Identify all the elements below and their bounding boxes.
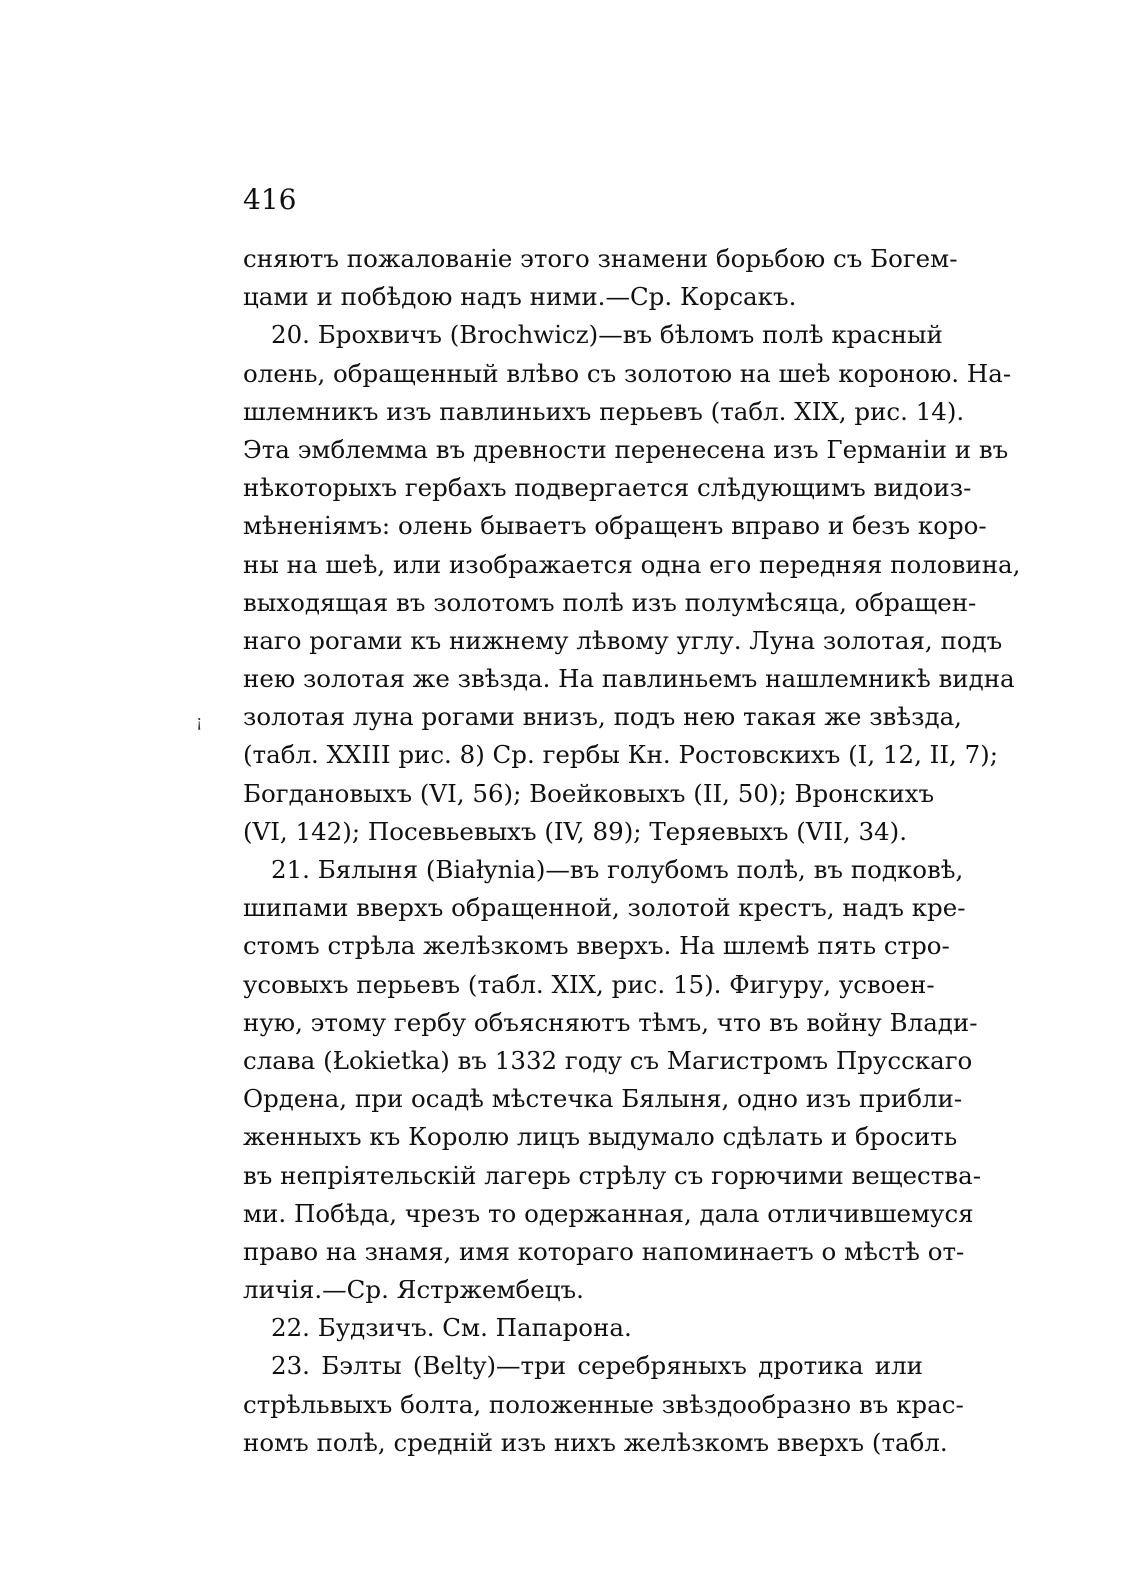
text-line: ны на шеѣ, или изображается одна его передняя половина, xyxy=(243,549,1021,579)
text-line: золотая луна рогами внизъ, подъ нею такая же звѣзда, xyxy=(243,702,962,732)
text-line: нею золотая же звѣзда. На павлиньемъ нашлемникѣ видна xyxy=(243,664,1015,694)
text-line: мѣненіямъ: олень бываетъ обращенъ вправо и безъ коро- xyxy=(243,511,987,541)
text-line: олень, обращенный влѣво съ золотою на шеѣ короною. На- xyxy=(243,358,1012,388)
text-line: ную, этому гербу объясняютъ тѣмъ, что въ войну Влади- xyxy=(243,1007,978,1037)
text-line: (VI, 142); Посевьевыхъ (IV, 89); Теряевыхъ (VII, 34). xyxy=(243,816,907,846)
text-block xyxy=(243,240,1021,1462)
text-line: номъ полѣ, средній изъ нихъ желѣзкомъ вверхъ (табл. xyxy=(243,1427,948,1457)
text-line: стомъ стрѣла желѣзкомъ вверхъ. На шлемѣ пять стро- xyxy=(243,931,950,961)
text-line: Ордена, при осадѣ мѣстечка Бялыня, одно изъ прибли- xyxy=(243,1084,963,1114)
text-line: 23. Бэлты (Belty)—три серебряныхъ дротика или xyxy=(271,1351,923,1381)
text-line: 22. Будзичъ. См. Папарона. xyxy=(271,1313,632,1343)
text-line: 21. Бялыня (Białynia)—въ голубомъ полѣ, въ подковѣ, xyxy=(271,855,964,884)
page-number: 416 xyxy=(243,183,297,216)
text-line: личія.—Ср. Ястржембецъ. xyxy=(243,1275,584,1305)
text-line: женныхъ къ Королю лицъ выдумало сдѣлать и бросить xyxy=(243,1122,958,1152)
text-line: слава (Łokietka) въ 1332 году съ Магистромъ Прусскаго xyxy=(243,1045,973,1075)
text-line: ми. Побѣда, чрезъ то одержанная, дала отличившемуся xyxy=(243,1198,974,1228)
text-line: наго рогами къ нижнему лѣвому углу. Луна золотая, подъ xyxy=(243,625,1003,655)
text-line: шипами вверхъ обращенной, золотой крестъ, надъ кре- xyxy=(243,893,966,923)
margin-mark: ¡ xyxy=(196,712,203,731)
text-line: Богдановыхъ (VI, 56); Воейковыхъ (II, 50); Вронскихъ xyxy=(243,778,935,808)
text-line: (табл. XXIII рис. 8) Ср. гербы Кн. Ростовскихъ (I, 12, II, 7); xyxy=(243,740,998,770)
text-line: шлемникъ изъ павлиньихъ перьевъ (табл. XIX, рис. 14). xyxy=(243,396,965,426)
text-line: цами и побѣдою надъ ними.—Ср. Корсакъ. xyxy=(243,282,797,312)
text-line: въ непріятельскій лагерь стрѣлу съ горючими вещества- xyxy=(243,1160,981,1190)
text-line: Эта эмблемма въ древности перенесена изъ Германіи и въ xyxy=(243,434,1009,464)
text-line: выходящая въ золотомъ полѣ изъ полумѣсяца, обращен- xyxy=(243,587,977,617)
text-line: сняютъ пожалованіе этого знамени борьбою съ Богем- xyxy=(243,244,958,273)
text-line: усовыхъ перьевъ (табл. XIX, рис. 15). Фигуру, усвоен- xyxy=(243,969,935,999)
text-line: стрѣльвыхъ болта, положенные звѣздообразно въ крас- xyxy=(243,1389,964,1419)
text-line: нѣкоторыхъ гербахъ подвергается слѣдующимъ видоиз- xyxy=(243,473,972,503)
text-line: право на знамя, имя котораго напоминаетъ о мѣстѣ от- xyxy=(243,1236,965,1266)
text-line: 20. Брохвичъ (Brochwicz)—въ бѣломъ полѣ красный xyxy=(271,320,943,350)
